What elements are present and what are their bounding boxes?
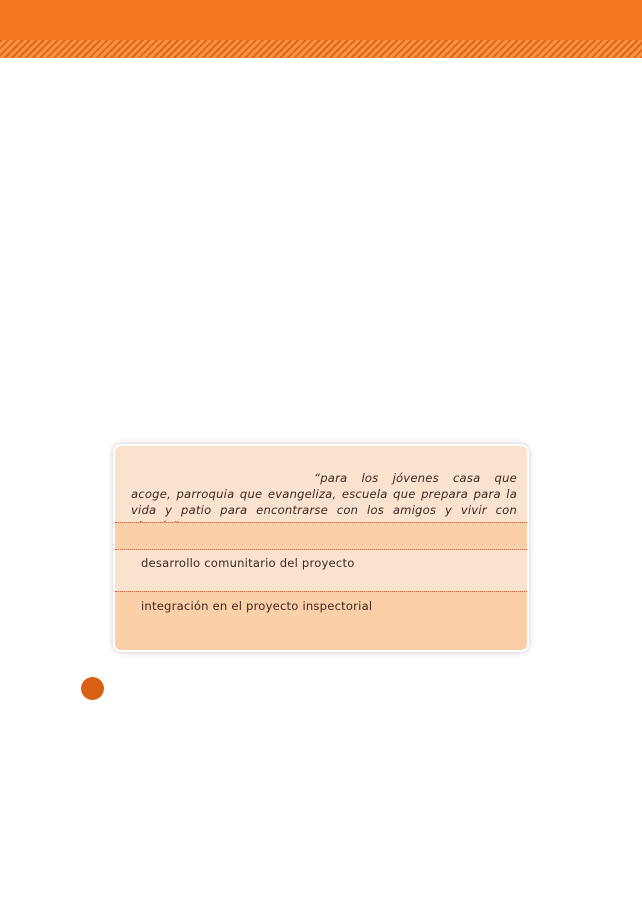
card-quote: “para los jóvenes casa que acoge, parroquia que evangeliza, escuela que prepara para la vida y patio para encontrarse con los amigos y vivir con bbox=[131, 471, 517, 517]
header-stripe-pattern bbox=[0, 40, 642, 58]
card-row-label: integración en el proyecto inspectorial bbox=[141, 599, 373, 613]
header-bar bbox=[0, 0, 642, 40]
card-row-empty bbox=[115, 522, 529, 549]
info-card bbox=[113, 444, 529, 652]
card-row-integracion bbox=[115, 591, 529, 652]
card-row-label: desarrollo comunitario del proyecto bbox=[141, 556, 355, 570]
bullet-dot-icon bbox=[81, 677, 104, 700]
card-row-desarrollo bbox=[115, 549, 529, 591]
